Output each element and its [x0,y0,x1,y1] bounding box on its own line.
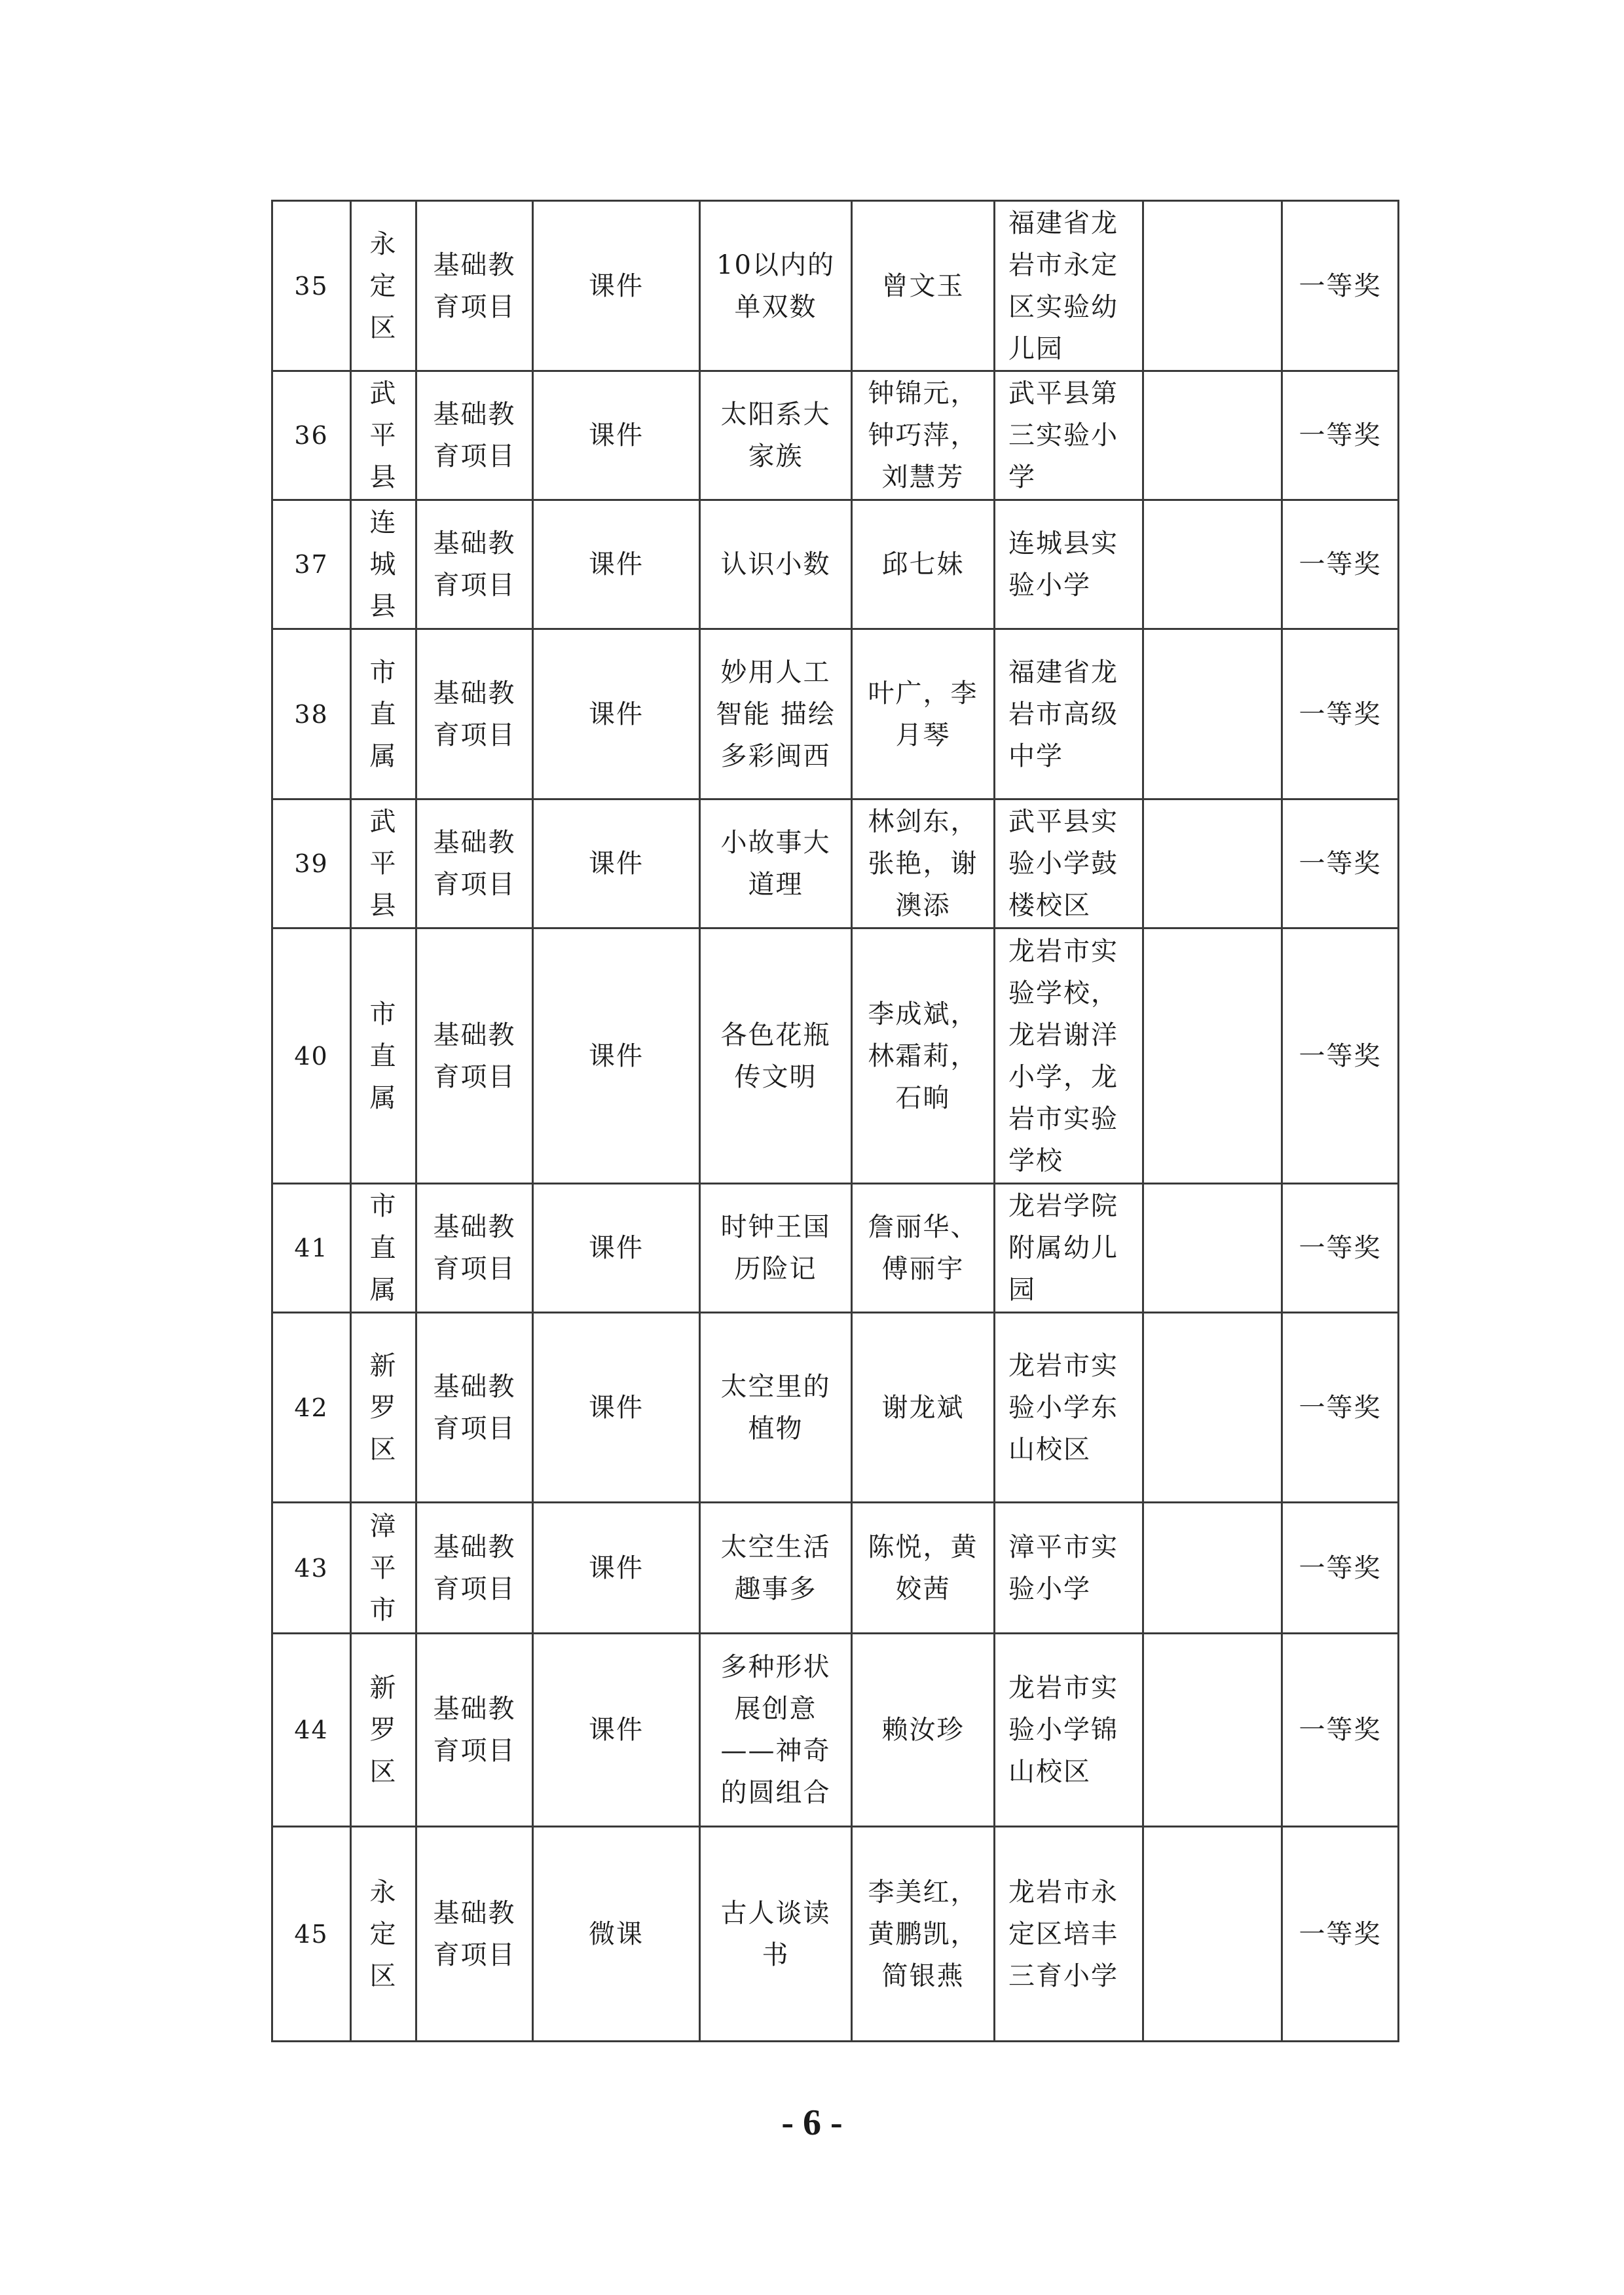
school-cell: 福建省龙岩市高级中学 [995,629,1143,799]
award-cell: 一等奖 [1282,500,1399,629]
authors-cell: 李美红，黄鹏凯，简银燕 [852,1827,995,2042]
page-number: - 6 - [781,2102,843,2143]
authors-cell: 叶广，李月琴 [852,629,995,799]
category-cell: 基础教育项目 [416,201,533,371]
table-row [272,1313,1399,1503]
table-row [272,371,1399,500]
row-number: 39 [272,799,351,928]
table-row [272,201,1399,371]
award-cell: 一等奖 [1282,1634,1399,1827]
title-cell: 多种形状展创意——神奇的圆组合 [700,1634,852,1827]
school-cell: 漳平市实验小学 [995,1503,1143,1634]
note-cell [1143,1634,1282,1827]
award-cell: 一等奖 [1282,799,1399,928]
award-cell: 一等奖 [1282,1827,1399,2042]
table-row [272,629,1399,799]
category-cell: 基础教育项目 [416,1184,533,1313]
award-cell: 一等奖 [1282,928,1399,1184]
authors-cell: 邱七妹 [852,500,995,629]
table-row [272,500,1399,629]
title-cell: 太阳系大家族 [700,371,852,500]
note-cell [1143,371,1282,500]
award-cell: 一等奖 [1282,1503,1399,1634]
region-cell: 漳平市 [351,1503,416,1634]
region-cell: 永定区 [351,1827,416,2042]
school-cell: 武平县第三实验小学 [995,371,1143,500]
type-cell: 课件 [533,1313,700,1503]
table-row [272,1503,1399,1634]
region-cell: 市直属 [351,928,416,1184]
row-number: 45 [272,1827,351,2042]
award-cell: 一等奖 [1282,629,1399,799]
note-cell [1143,201,1282,371]
title-cell: 时钟王国历险记 [700,1184,852,1313]
type-cell: 课件 [533,1184,700,1313]
authors-cell: 赖汝珍 [852,1634,995,1827]
row-number: 37 [272,500,351,629]
region-cell: 新罗区 [351,1634,416,1827]
school-cell: 武平县实验小学鼓楼校区 [995,799,1143,928]
table-row [272,928,1399,1184]
row-number: 38 [272,629,351,799]
type-cell: 课件 [533,1503,700,1634]
school-cell: 龙岩市实验学校，龙岩谢洋小学，龙岩市实验学校 [995,928,1143,1184]
type-cell: 课件 [533,629,700,799]
type-cell: 课件 [533,500,700,629]
region-cell: 市直属 [351,1184,416,1313]
school-cell: 福建省龙岩市永定区实验幼儿园 [995,201,1143,371]
title-cell: 10以内的单双数 [700,201,852,371]
category-cell: 基础教育项目 [416,799,533,928]
authors-cell: 谢龙斌 [852,1313,995,1503]
type-cell: 课件 [533,201,700,371]
authors-cell: 曾文玉 [852,201,995,371]
row-number: 43 [272,1503,351,1634]
note-cell [1143,928,1282,1184]
type-cell: 课件 [533,371,700,500]
title-cell: 太空里的植物 [700,1313,852,1503]
title-cell: 古人谈读书 [700,1827,852,2042]
type-cell: 课件 [533,799,700,928]
award-cell: 一等奖 [1282,1313,1399,1503]
award-cell: 一等奖 [1282,1184,1399,1313]
category-cell: 基础教育项目 [416,928,533,1184]
authors-cell: 钟锦元，钟巧萍，刘慧芳 [852,371,995,500]
school-cell: 龙岩市永定区培丰三育小学 [995,1827,1143,2042]
category-cell: 基础教育项目 [416,500,533,629]
note-cell [1143,1184,1282,1313]
row-number: 40 [272,928,351,1184]
award-cell: 一等奖 [1282,201,1399,371]
title-cell: 认识小数 [700,500,852,629]
note-cell [1143,629,1282,799]
table-row [272,1634,1399,1827]
region-cell: 新罗区 [351,1313,416,1503]
category-cell: 基础教育项目 [416,1313,533,1503]
category-cell: 基础教育项目 [416,1634,533,1827]
category-cell: 基础教育项目 [416,1827,533,2042]
note-cell [1143,1503,1282,1634]
row-number: 36 [272,371,351,500]
note-cell [1143,1827,1282,2042]
region-cell: 连城县 [351,500,416,629]
award-table [271,200,1399,2042]
school-cell: 龙岩学院附属幼儿园 [995,1184,1143,1313]
category-cell: 基础教育项目 [416,629,533,799]
table-row [272,799,1399,928]
row-number: 44 [272,1634,351,1827]
school-cell: 龙岩市实验小学锦山校区 [995,1634,1143,1827]
authors-cell: 李成斌，林霜莉，石晌 [852,928,995,1184]
type-cell: 课件 [533,1634,700,1827]
type-cell: 微课 [533,1827,700,2042]
authors-cell: 陈悦，黄姣茜 [852,1503,995,1634]
authors-cell: 詹丽华、傅丽宇 [852,1184,995,1313]
authors-cell: 林剑东，张艳，谢澳添 [852,799,995,928]
row-number: 35 [272,201,351,371]
row-number: 42 [272,1313,351,1503]
region-cell: 市直属 [351,629,416,799]
region-cell: 武平县 [351,371,416,500]
note-cell [1143,1313,1282,1503]
school-cell: 连城县实验小学 [995,500,1143,629]
table-row [272,1184,1399,1313]
school-cell: 龙岩市实验小学东山校区 [995,1313,1143,1503]
category-cell: 基础教育项目 [416,1503,533,1634]
table-row [272,1827,1399,2042]
type-cell: 课件 [533,928,700,1184]
row-number: 41 [272,1184,351,1313]
region-cell: 永定区 [351,201,416,371]
title-cell: 太空生活趣事多 [700,1503,852,1634]
note-cell [1143,799,1282,928]
region-cell: 武平县 [351,799,416,928]
category-cell: 基础教育项目 [416,371,533,500]
award-cell: 一等奖 [1282,371,1399,500]
note-cell [1143,500,1282,629]
title-cell: 各色花瓶传文明 [700,928,852,1184]
title-cell: 小故事大道理 [700,799,852,928]
title-cell: 妙用人工智能 描绘多彩闽西 [700,629,852,799]
